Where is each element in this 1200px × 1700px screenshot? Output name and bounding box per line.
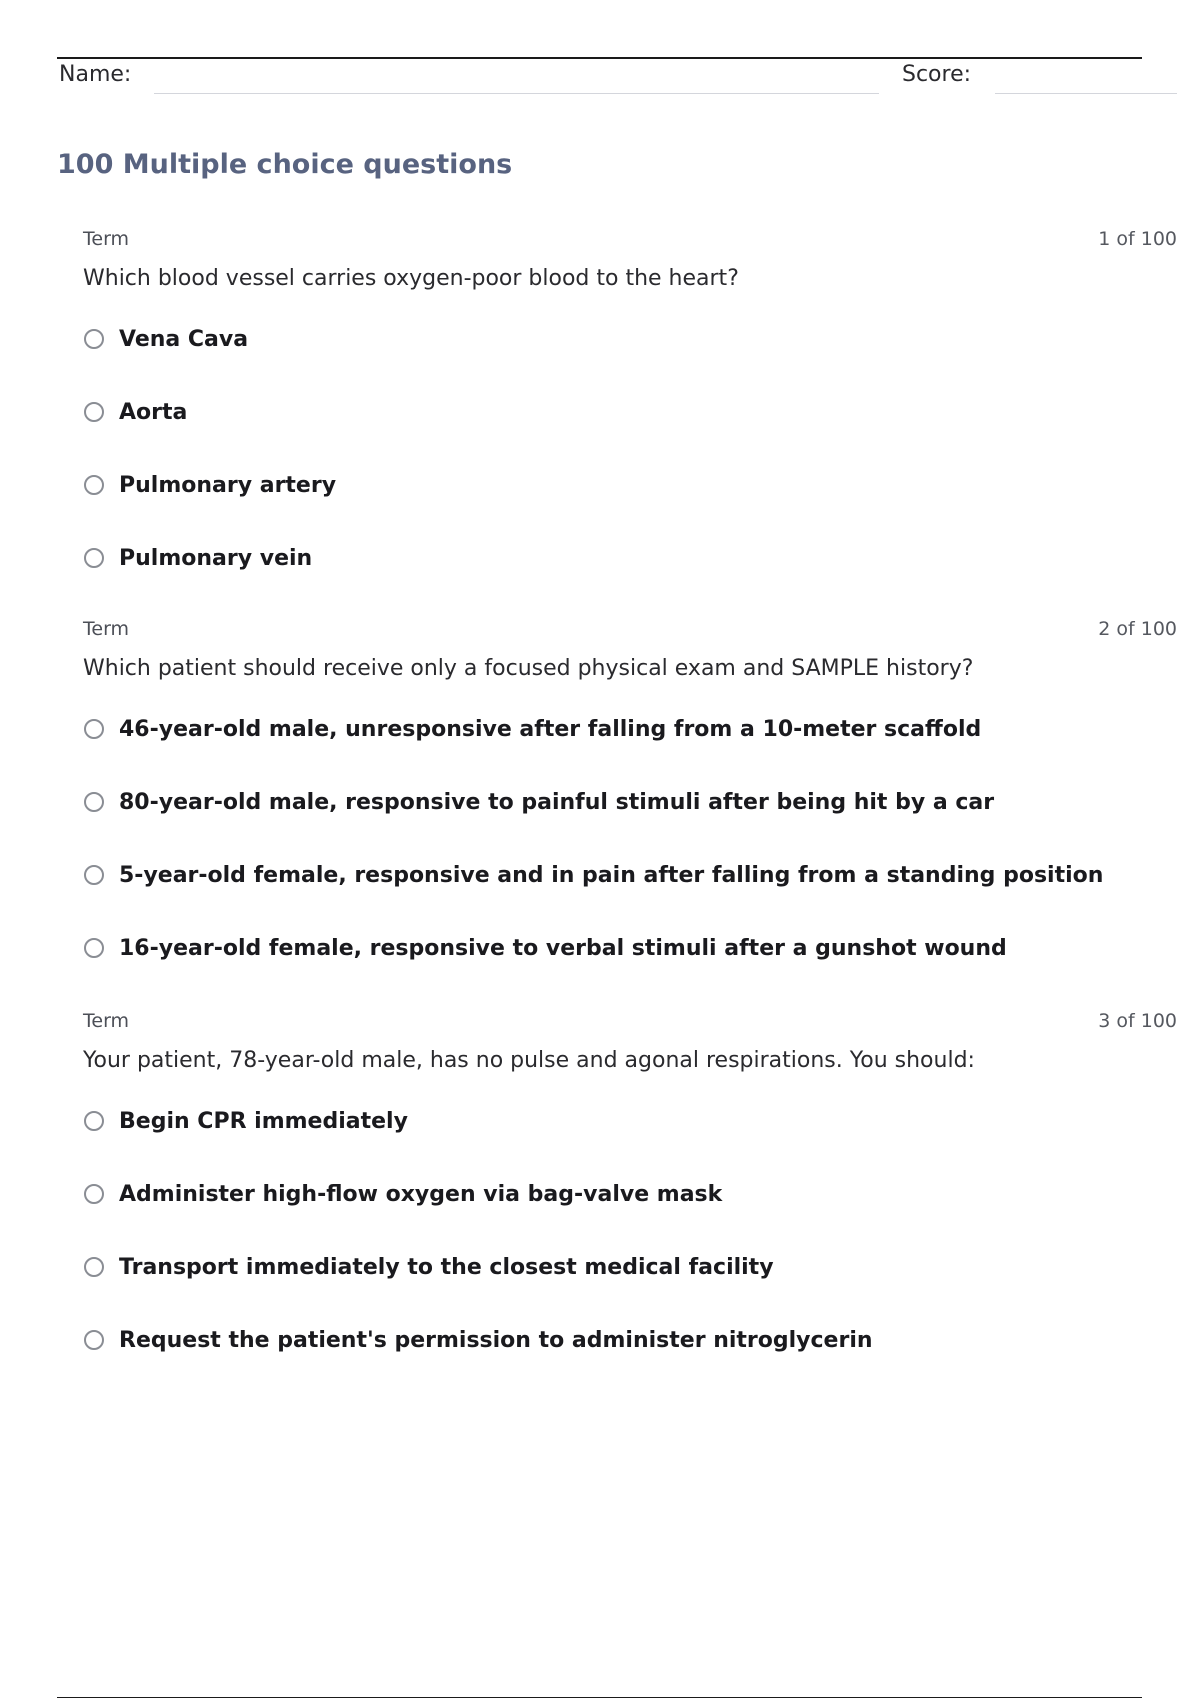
radio-icon[interactable] (84, 329, 104, 349)
answer-label: Pulmonary artery (119, 473, 337, 498)
question-counter: 1 of 100 (1098, 228, 1177, 250)
answer-label: 46-year-old male, unresponsive after falling from a 10-meter scaffold (119, 717, 982, 742)
answer-label: 5-year-old female, responsive and in pain after falling from a standing position (119, 863, 1104, 888)
answer-label: Pulmonary vein (119, 546, 313, 571)
radio-icon[interactable] (84, 719, 104, 739)
radio-icon[interactable] (84, 402, 104, 422)
question-header (83, 616, 1177, 644)
question-text: Which blood vessel carries oxygen-poor blood to the heart? (83, 266, 739, 291)
name-field[interactable] (154, 93, 879, 94)
question-2 (83, 616, 1177, 961)
question-1 (83, 226, 1177, 571)
term-label: Term (83, 1010, 130, 1032)
score-label: Score: (902, 62, 972, 87)
answer-label: 16-year-old female, responsive to verbal stimuli after a gunshot wound (119, 936, 1007, 961)
question-counter: 3 of 100 (1098, 1010, 1177, 1032)
question-3 (83, 1008, 1177, 1353)
name-label: Name: (59, 62, 132, 87)
section-title: 100 Multiple choice questions (57, 149, 513, 180)
radio-icon[interactable] (84, 865, 104, 885)
question-text: Which patient should receive only a focused physical exam and SAMPLE history? (83, 656, 974, 681)
radio-icon[interactable] (84, 1330, 104, 1350)
radio-icon[interactable] (84, 792, 104, 812)
term-label: Term (83, 618, 130, 640)
term-label: Term (83, 228, 130, 250)
header-row (57, 60, 1177, 96)
answer-label: Administer high-flow oxygen via bag-valve mask (119, 1182, 723, 1207)
radio-icon[interactable] (84, 1111, 104, 1131)
radio-icon[interactable] (84, 938, 104, 958)
bottom-rule (57, 1697, 1142, 1698)
answer-label: Vena Cava (119, 327, 249, 352)
question-counter: 2 of 100 (1098, 618, 1177, 640)
radio-icon[interactable] (84, 1184, 104, 1204)
question-text: Your patient, 78-year-old male, has no pulse and agonal respirations. You should: (83, 1048, 975, 1073)
answer-label: Begin CPR immediately (119, 1109, 408, 1134)
radio-icon[interactable] (84, 1257, 104, 1277)
top-rule (57, 57, 1142, 59)
answer-label: Aorta (119, 400, 188, 425)
score-field[interactable] (995, 93, 1177, 94)
question-header (83, 226, 1177, 254)
answer-label: Request the patient's permission to administer nitroglycerin (119, 1328, 873, 1353)
answer-label: 80-year-old male, responsive to painful stimuli after being hit by a car (119, 790, 995, 815)
question-header (83, 1008, 1177, 1036)
answer-label: Transport immediately to the closest medical facility (119, 1255, 774, 1280)
radio-icon[interactable] (84, 548, 104, 568)
radio-icon[interactable] (84, 475, 104, 495)
